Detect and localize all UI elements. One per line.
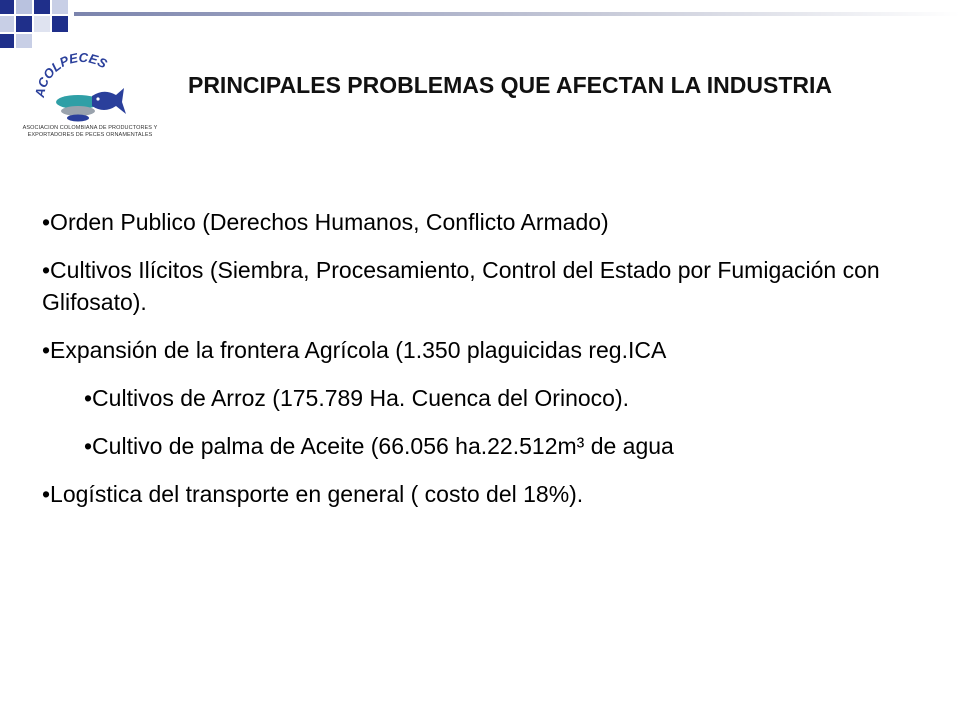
header-rule [74, 12, 960, 16]
bullet-item: •Expansión de la frontera Agrícola (1.350 plaguicidas reg.ICA [42, 337, 667, 363]
decor-square [0, 16, 14, 32]
sub-bullet-item: •Cultivo de palma de Aceite (66.056 ha.22.512m³ de agua [84, 433, 674, 459]
sub-bullet-item: •Cultivos de Arroz (175.789 Ha. Cuenca del Orinoco). [84, 385, 629, 411]
decor-square [34, 0, 50, 14]
bullet-item: •Cultivos Ilícitos (Siembra, Procesamiento, Control del Estado por Fumigación con Glifosato). [42, 257, 880, 315]
decor-square [34, 16, 50, 32]
decor-square [16, 0, 32, 14]
bullet-item: •Orden Publico (Derechos Humanos, Conflicto Armado) [42, 209, 609, 235]
bullet-item: •Logística del transporte en general ( costo del 18%). [42, 481, 584, 507]
fish-logo-icon [0, 40, 180, 130]
bullet-list [42, 206, 922, 526]
slide-title: PRINCIPALES PROBLEMAS QUE AFECTAN LA INDUSTRIA [187, 72, 832, 98]
decor-square [52, 0, 68, 14]
decor-square [52, 16, 68, 32]
decor-square [16, 16, 32, 32]
logo-wordmark: ACOLPECES [31, 49, 110, 99]
logo-subtitle: ASOCIACION COLOMBIANA DE PRODUCTORES Y EXPORTADORES DE PECES ORNAMENTALES [22, 125, 158, 138]
svg-text:ACOLPECES [32, 50, 110, 100]
decor-square [0, 0, 14, 14]
